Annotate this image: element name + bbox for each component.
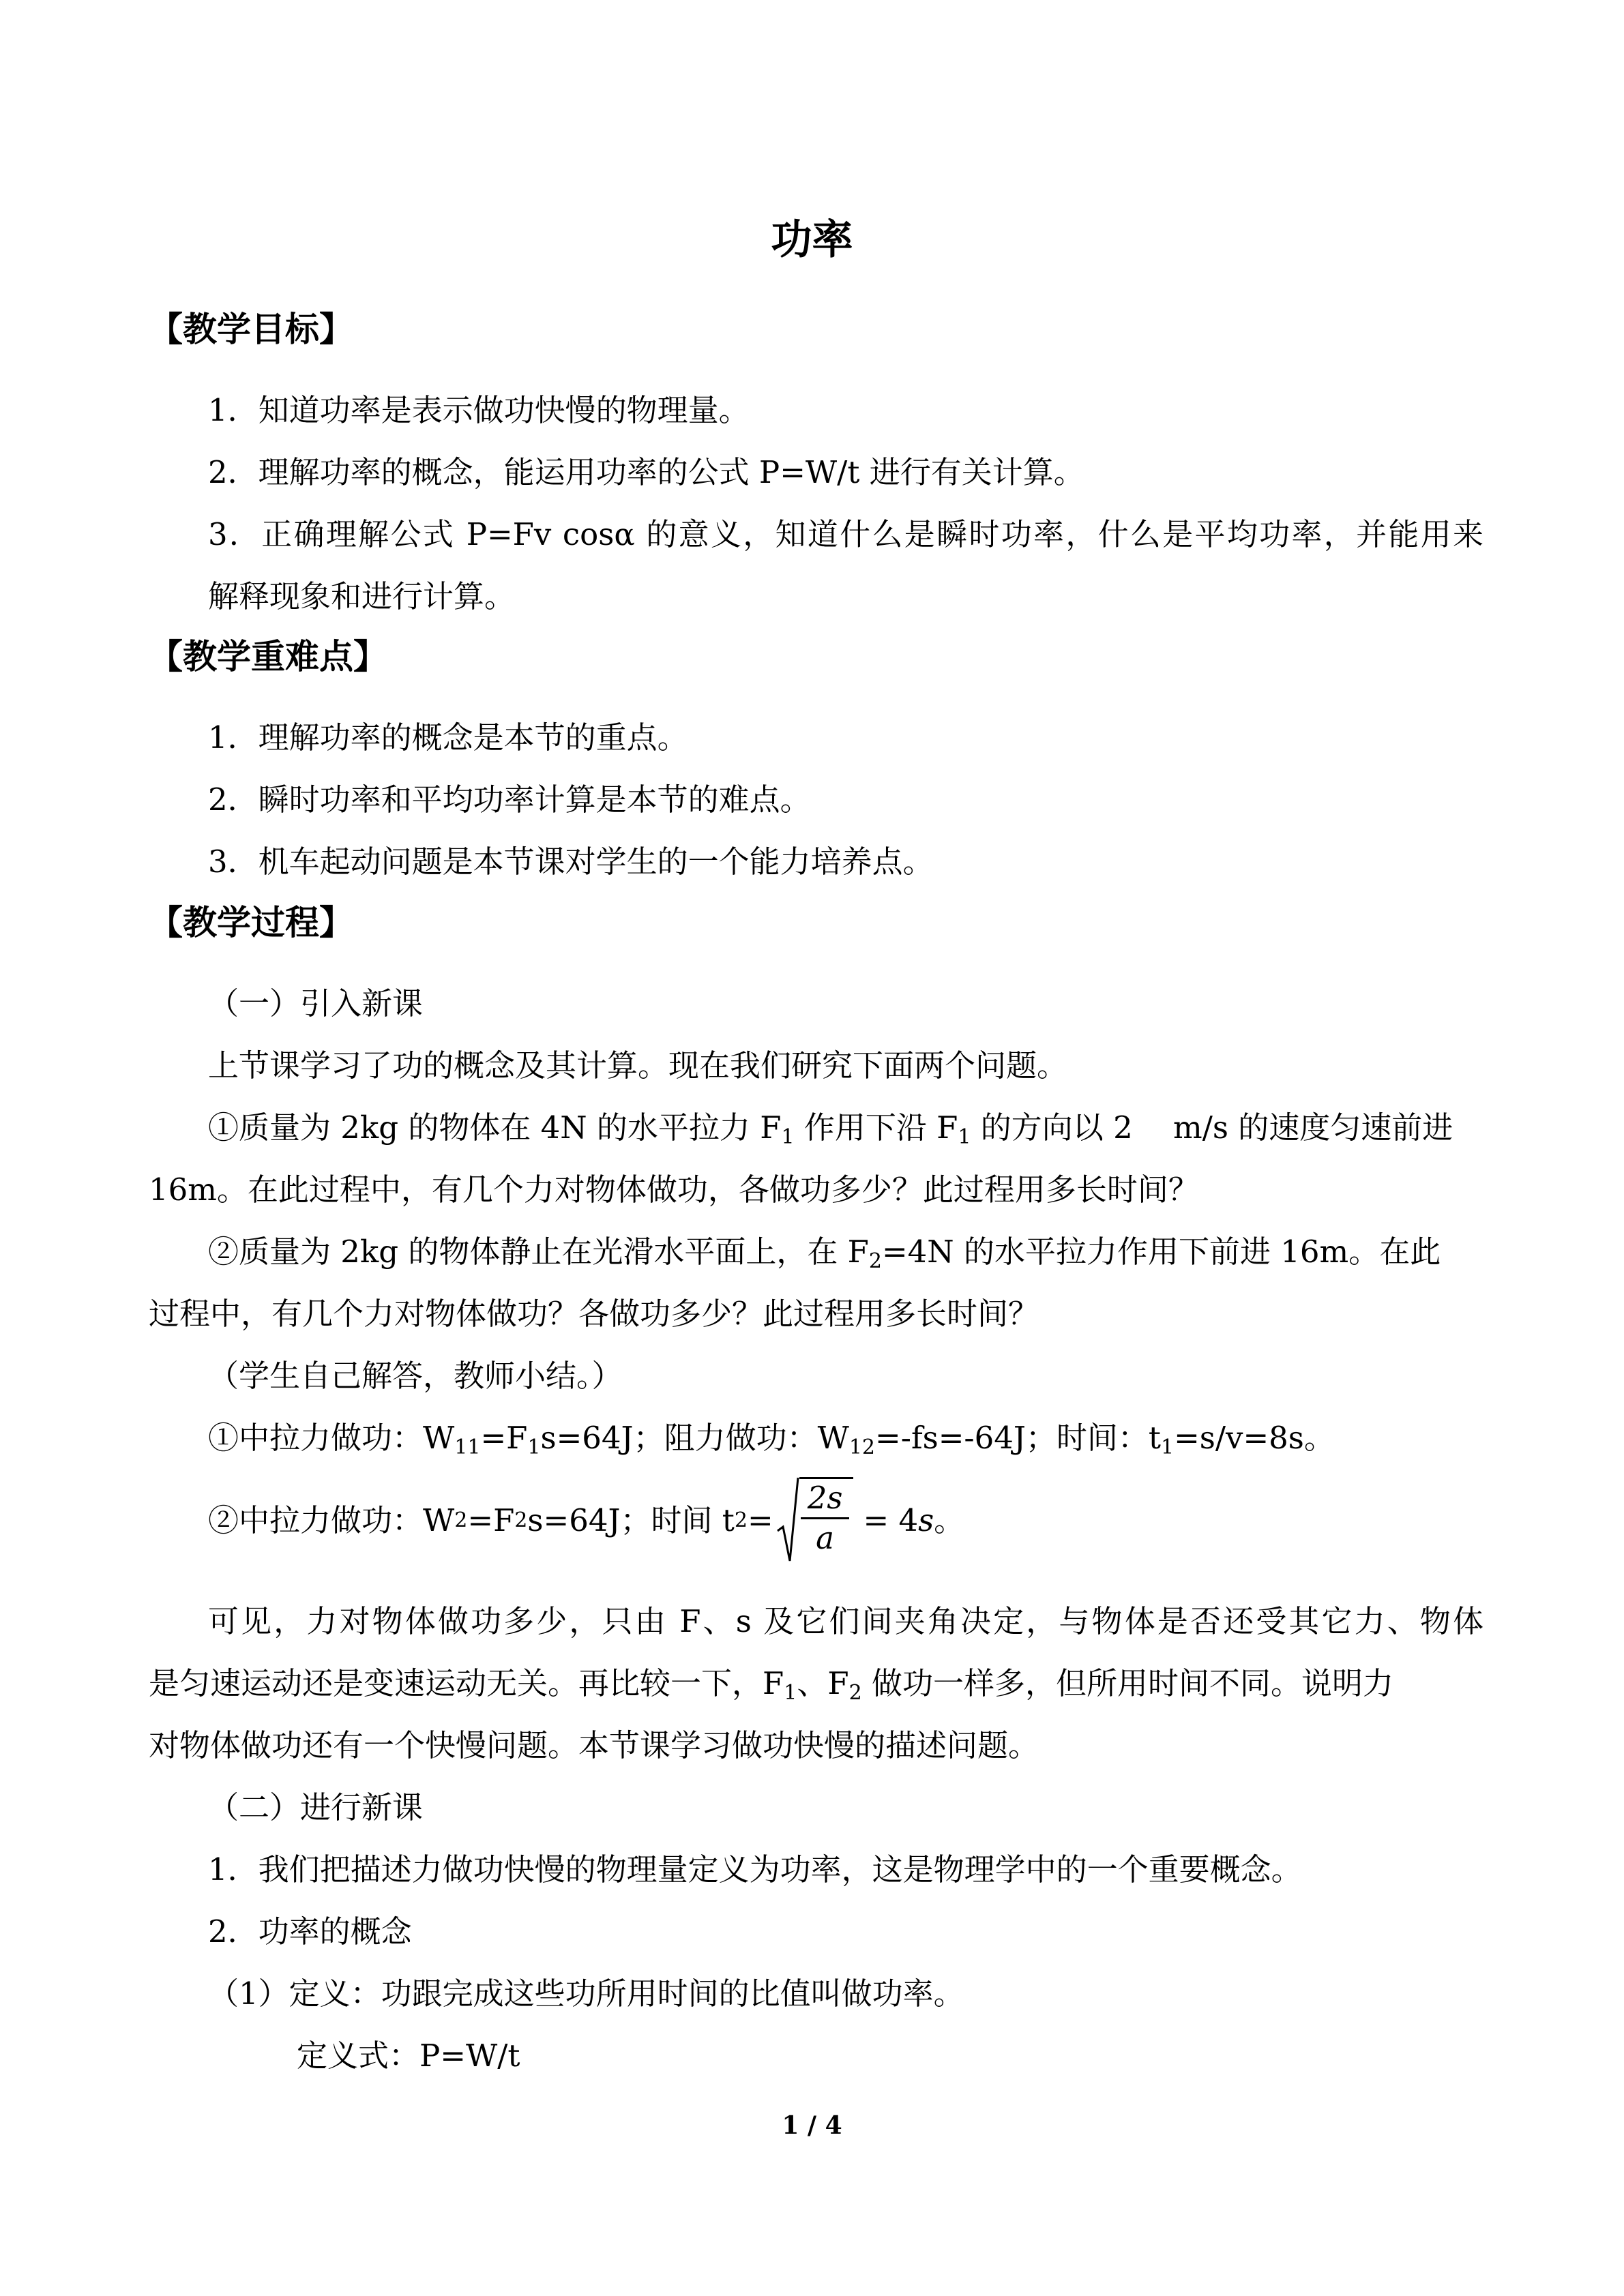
fraction-denominator: a [816, 1520, 834, 1556]
radical-sign-icon [776, 1476, 799, 1565]
new-lesson-item-1: 1．我们把描述力做功快慢的物理量定义为功率，这是物理学中的一个重要概念。 [208, 1851, 1302, 1888]
section-heading-goals: 【教学目标】 [149, 310, 353, 349]
definition-formula: 定义式：P=W/t [297, 2038, 520, 2074]
conclusion-line-2: 是匀速运动还是变速运动无关。再比较一下，$F_1$、$F_2$ 做功一样多，但所用时间不同。说明力 [149, 1665, 1393, 1705]
conclusion-line-3: 对物体做功还有一个快慢问题。本节课学习做功快慢的描述问题。 [149, 1727, 1039, 1763]
answer-1: ①中拉力做功：$W_{11}=F_1s=64J$；阻力做功：$W_{12}=-fs=-64J$；时间：$t_1=s/v=8s$。 [208, 1420, 1335, 1459]
answer-note: （学生自己解答，教师小结。） [208, 1358, 623, 1394]
new-lesson-label: （二）进行新课 [208, 1789, 424, 1825]
section-heading-difficulties: 【教学重难点】 [149, 637, 387, 676]
question-1-line-1: ①质量为 2kg 的物体在 4N 的水平拉力 $F_1$ 作用下沿 $F_1$ 的方向以 2 m/s 的速度匀速前进 [208, 1109, 1453, 1149]
difficulty-item-3: 3．机车起动问题是本节课对学生的一个能力培养点。 [208, 844, 934, 880]
new-lesson-item-2: 2．功率的概念 [208, 1913, 412, 1950]
definition: （1）定义：功跟完成这些功所用时间的比值叫做功率。 [208, 1976, 964, 2012]
section-heading-process: 【教学过程】 [149, 903, 353, 942]
square-root-formula [776, 1476, 854, 1565]
intro-text: 上节课学习了功的概念及其计算。现在我们研究下面两个问题。 [208, 1047, 1068, 1084]
difficulty-item-2: 2．瞬时功率和平均功率计算是本节的难点。 [208, 781, 811, 818]
conclusion-line-1: 可见，力对物体做功多少，只由 F、s 及它们间夹角决定，与物体是否还受其它力、物体 [208, 1603, 1483, 1639]
question-2-line-2: 过程中，有几个力对物体做功？各做功多少？此过程用多长时间？ [149, 1296, 1039, 1332]
fraction [801, 1479, 850, 1557]
goal-item-2: 2．理解功率的概念，能运用功率的公式 P=W/t 进行有关计算。 [208, 454, 1084, 490]
goal-item-3-cont: 解释现象和进行计算。 [208, 578, 516, 614]
fraction-numerator: 2s [801, 1479, 850, 1519]
goal-item-3: 3．正确理解公式 P=Fv cosα 的意义，知道什么是瞬时功率，什么是平均功率，并能用来 [208, 516, 1483, 552]
answer-2: ②中拉力做功：W 2 =F 2 s=64J；时间 t 2 = $\frac{2s}{a}$ = 4 s 。 [208, 1473, 964, 1568]
difficulty-item-1: 1．理解功率的概念是本节的重点。 [208, 719, 688, 756]
goal-item-1: 1．知道功率是表示做功快慢的物理量。 [208, 392, 750, 428]
question-2-line-1: ②质量为 2kg 的物体静止在光滑水平面上，在 $F_2=4N$ 的水平拉力作用下前进 16m。在此 [208, 1234, 1441, 1273]
page-title: 功率 [771, 216, 853, 264]
intro-label: （一）引入新课 [208, 985, 424, 1022]
question-1-line-2: 16m。在此过程中，有几个力对物体做功，各做功多少？此过程用多长时间？ [149, 1172, 1199, 1208]
page-number: 1 / 4 [782, 2111, 842, 2140]
